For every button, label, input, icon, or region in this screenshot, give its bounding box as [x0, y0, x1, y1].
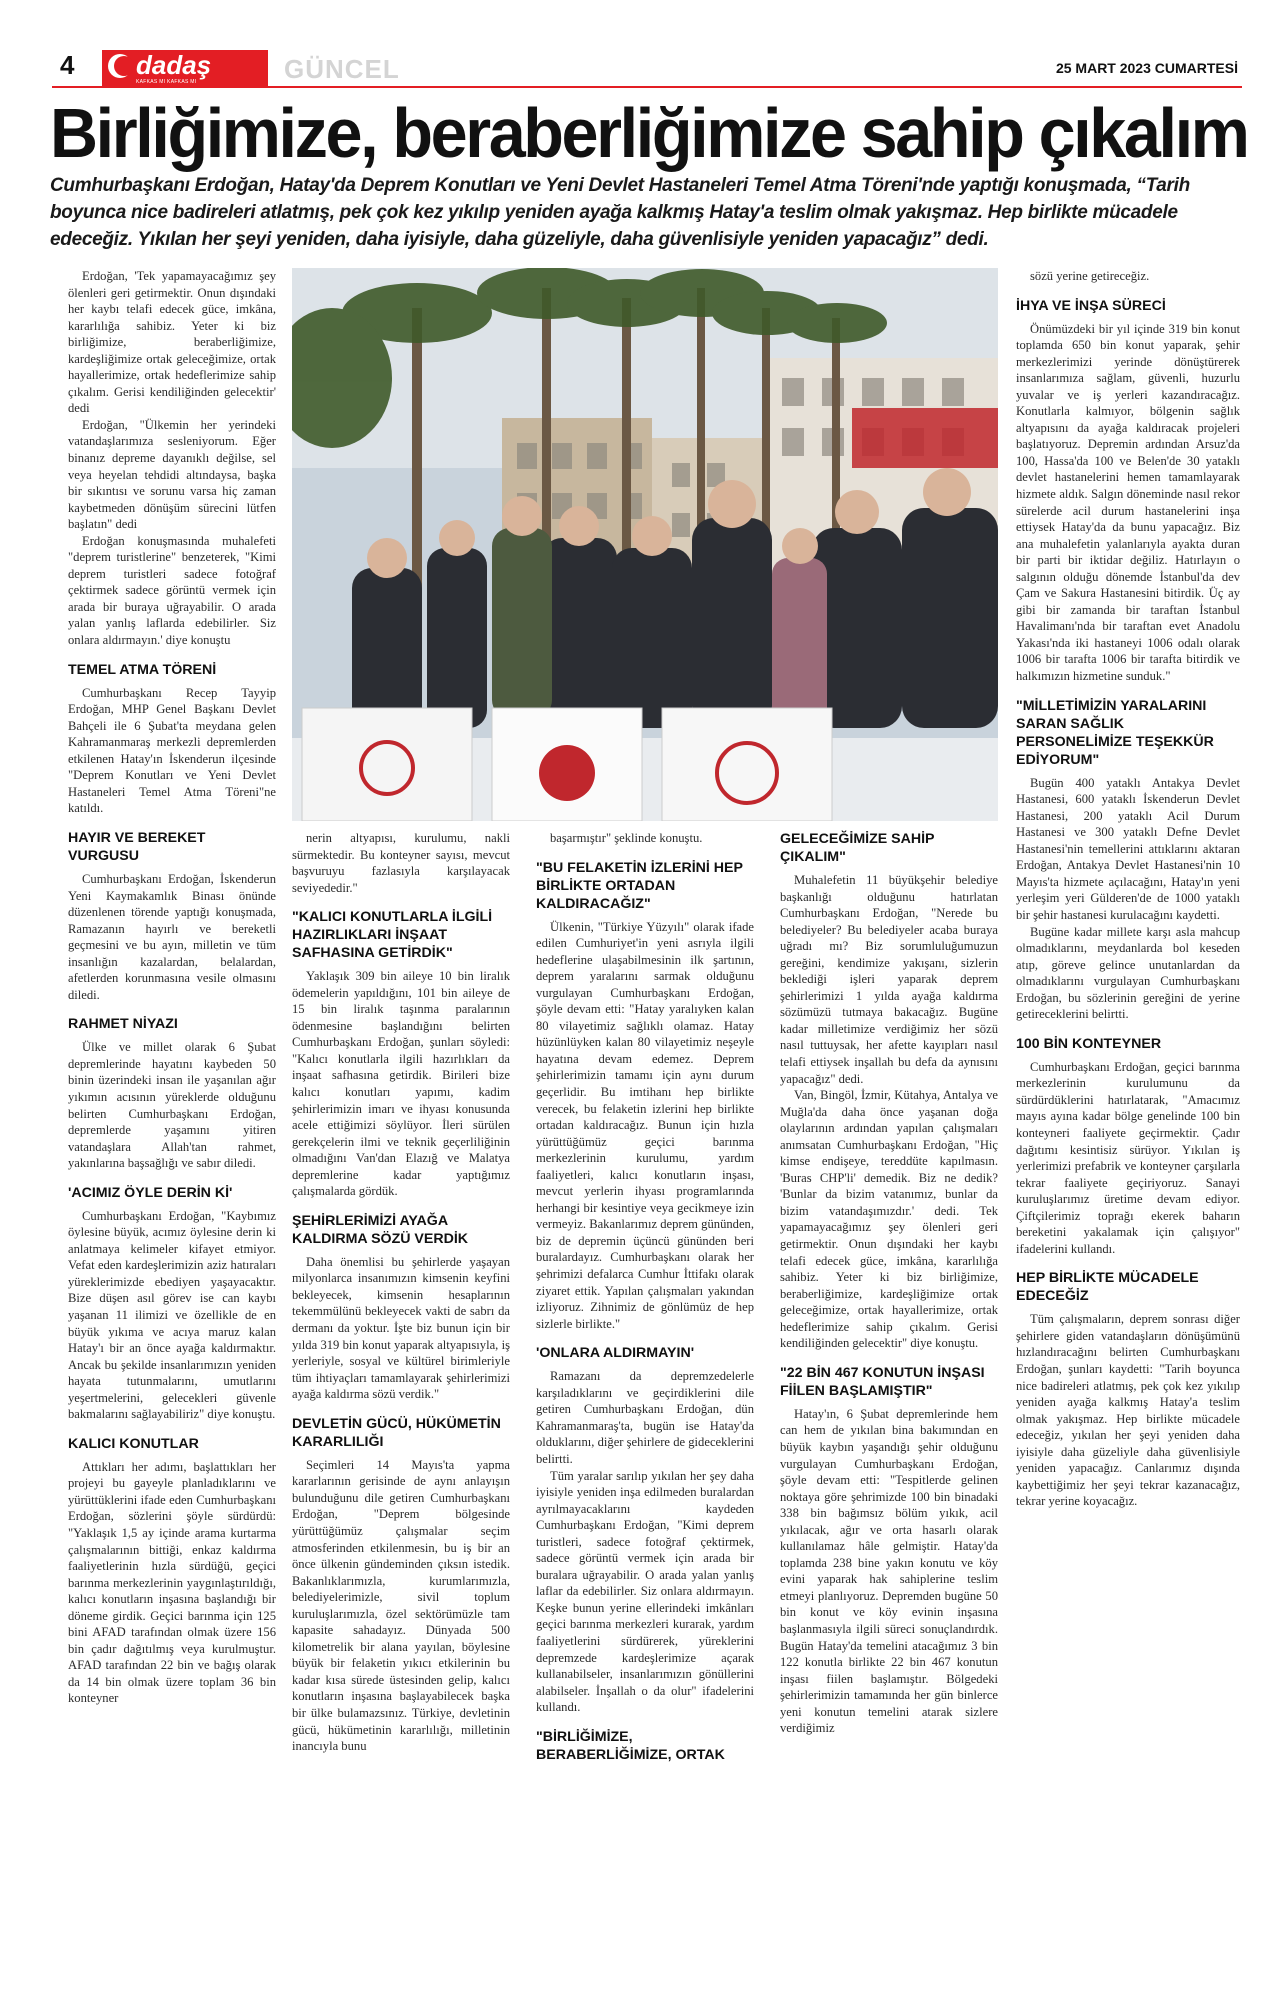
paragraph: Tüm yaralar sarılıp yıkılan her şey daha iyisiyle yeniden inşa edilmeden buralardan ayrılmayacaklarını kaydeden Cumhurbaşkanı Erdoğan, "Kimi deprem turistleri, sadece fotoğraf çektirmek, sadece görüntü vermek için arada bir buralara uğrayabilir. O arada yalan yanlış laflar da edebilirler. Siz onlara aldırmayın. Keşke bunun yerine ellerindeki imkânları geçici barınma merkezleri kurarak, yardım faaliyetlerini sürdürerek, yüreklerini depremzede kardeşlerimize açarak kullanabilseler, insanlarımızın gönüllerini alabilseler. İnşallah o da olur" ifadelerini kullandı.: [536, 1468, 754, 1715]
paragraph: başarmıştır" şeklinde konuştu.: [550, 831, 703, 845]
newspaper-logo[interactable]: [102, 50, 268, 86]
paragraph: Bugün 400 yataklı Antakya Devlet Hastanesi, 600 yataklı İskenderun Devlet Hastanesi, 200 yataklı Acil Durum Hastanesi ve 300 yataklı Defne Devlet Hastanesi'nin temellerini attıklarını aktaran Erdoğan, Antakya Devlet Hastanesi'nin 10 Mayıs'ta hizmete açılacağını, Hatay'ın yeni yerleşim yeri Gülderen'de de 1000 yataklı bir şehir hastanesi kurulacağını kaydetti.: [1016, 775, 1240, 922]
subheading: RAHMET NİYAZI: [68, 1016, 178, 1033]
paragraph: Cumhurbaşkanı Erdoğan, İskenderun Yeni Kaymakamlık Binası önünde düzenlenen törende yaptığı konuşmada, Ramazanın hayırlı ve bereketli geçmesini ve bu ayın, milletin ve tüm insanlığın kazalardan, belalardan, afetlerden korunmasına vesile olmasını diledi.: [68, 871, 276, 1002]
article-headline: Birliğimize, beraberliğimize sahip çıkalım: [50, 94, 1248, 172]
paragraph: Daha önemlisi bu şehirlerde yaşayan milyonlarca insanımızın kimsenin keyfini bekleyecek, kimsenin hesaplarının tekemmülünü bekleyecek vakti de sabrı da dermanı da yoktur. İşte biz bunun için bir yılda 319 bin konut yaparak altyapısıyla, iş yerleriyle, sosyal ve kültürel birimleriyle tüm ihtiyaçları tamamlayarak şehirlerimizi ayağa kaldırma sözü verdik.": [292, 1254, 510, 1402]
paragraph: Ramazanı da depremzedelerle karşıladıklarını ve geçirdiklerini dile getiren Cumhurbaşkanı Erdoğan, dün Kahramanmaraş'ta, bugün ise Hatay'da olduklarını, diğer şehirlere de gideceklerini belirtti.: [536, 1369, 754, 1466]
paragraph: Tüm çalışmaların, deprem sonrası diğer şehirlere giden vatandaşların dönüşümünü hızlandıracağını belirten Cumhurbaşkanı Erdoğan, şunları kaydetti: "Tarih boyunca nice badireleri atlatmış, pek çok kez yıkılıp yeniden ayağa kalkmış Hatay'a teslim olmak yakışmaz. Hep birlikte mücadele edeceğiz, yıkılan her şeyi yeniden daha iyisiyle daha güzeliyle daha güvenlisiyle yeniden yapacağız. Canlarımız dışında kaybettiğimiz her şeyi tekrar kazanacağız, tekrar yerine koyacağız.: [1016, 1312, 1240, 1509]
subheading: İHYA VE İNŞA SÜRECİ: [1016, 297, 1166, 314]
paragraph: Cumhurbaşkanı Recep Tayyip Erdoğan, MHP Genel Başkanı Devlet Bahçeli ile 6 Şubat'ta meydana gelen Kahramanmaraş merkezli depremlerden etkilenen Hatay'ın İskenderun ilçesinde "Deprem Konutları ve Yeni Devlet Hastaneleri Temel Atma Töreni"ne katıldı.: [68, 685, 276, 816]
paragraph: Erdoğan konuşmasında muhalefeti "deprem turistlerine" benzeterek, "Kimi deprem turistleri sadece fotoğraf çektirmek sadece görüntü vermek için arada bir buraya uğrayabilir. O arada yalan yanlış laflarda edebilirler. Siz onlara aldırmayın.' diye konuştu: [68, 533, 276, 648]
subheading: "BİRLİĞİMİZE, BERABERLİĞİMİZE, ORTAK: [536, 1728, 725, 1763]
subheading: 100 BİN KONTEYNER: [1016, 1035, 1162, 1052]
subheading: HAYIR VE BEREKET VURGUSU: [68, 829, 206, 864]
paragraph: Erdoğan, 'Tek yapamayacağımız şey ölenleri geri getirmektir. Onun dışındaki her kaybı telafi edecek güce, imkâna, kararlılığa sahibiz. Yeter ki biz birliğimize, beraberliğimize, kardeşliğimize ortak geleceğimize, ortak hayallerimize, ortak hedeflerimize sahip çıkalım. Gerisi kendiliğinden gelecektir' dedi: [68, 269, 276, 416]
subheading: "KALICI KONUTLARLA İLGİLİ HAZIRLIKLARI İNŞAAT SAFHASINA GETİRDİK": [292, 909, 493, 962]
paragraph: Cumhurbaşkanı Erdoğan, geçici barınma merkezlerinin kurulumunu da sürdürdüklerini hatırlatarak, "Amacımız mayıs ayına kadar bölge genelinde 100 bin konteyneri faaliyete geçirmektir. Çadır dağıtımı kesintisiz sürüyor. Yıkılan iş yerlerimizi prefabrik ve konteyner çarşılarla tekrar faaliyete geçiriyoruz. Sanayi kuruluşlarımız üretime devam ediyor. Çiftçilerimiz toprağı ekerek baharın bereketini yakalamak için çalışıyor" ifadelerini kullandı.: [1016, 1059, 1240, 1256]
subheading: "BU FELAKETİN İZLERİNİ HEP BİRLİKTE ORTADAN KALDIRACAĞIZ": [536, 859, 743, 912]
subheading: "MİLLETİMİZİN YARALARINI SARAN SAĞLIK PERSONELİMİZE TEŞEKKÜR EDİYORUM": [1016, 697, 1214, 768]
subheading: KALICI KONUTLAR: [68, 1435, 199, 1452]
paragraph: Önümüzdeki bir yıl içinde 319 bin konut toplamda 650 bin konut yaparak, şehir merkezlerimizi yerinde dönüştürerek insanlarımıza sağlam, güvenli, huzurlu yuvalar ve iş yerleri kazandıracağız. Konutlarla kalmıyor, bölgenin sağlık altyapısını da ayağa kaldıracak projeleri başlatıyoruz. Depremin ardından Arsuz'da 100, Hassa'da 100 ve Belen'de 30 yataklı devlet hastanelerini hemen tamamlayarak hizmete aldık. Salgın döneminde nasıl rekor sürelerde acil durum hastanelerini inşa ettiysek Hatay'da da bunu yapacağız. Biz ana muhalefetin yalanlarıyla ayakta duran bir parti bir iktidar değiliz. Hatırlayın o salgının olduğu dönemde İstanbul'da dev Çam ve Sakura Hastanesini bitirdik. Üç ay gibi bir zamanda bir taraftan İstanbul Havalimanı'nda bir taraftan evet Anadolu Yakası'nda iki hastaneyi 1006 odalı olarak 1006 bir tarafta 1006 bir tarafta bitirdik ve halkımızın hizmetine sunduk.": [1016, 321, 1240, 684]
subheading: 'ACIMIZ ÖYLE DERİN Kİ': [68, 1184, 233, 1201]
paragraph: sözü yerine getireceğiz.: [1030, 269, 1150, 283]
photo-illustration: [292, 268, 998, 821]
article-column-1: [68, 268, 276, 1980]
paragraph: Van, Bingöl, İzmir, Kütahya, Antalya ve Muğla'da daha önce yaşanan doğa olaylarının ardından yapılan çalışmaları anımsatan Cumhurbaşkanı Erdoğan, "Hiç kimse endişeye, tereddüte kapılmasın. 'Buras CHP'li' demedik. Biz ne dedik? 'Bunlar da bizim vatanımız, bunlar da bizim vatandaşımızdır.' dedi. Tek yapamayacağımız şey ölenleri geri getirmektir. Onun dışındaki her kaybı telafi edecek güce, imkâna, kararlılığa sahibiz. Yeter ki biz birliğimize, beraberliğimize, kardeşliğimize ortak geleceğimize, ortak hayallerimize, ortak hedeflerimize sahip çıkalım. Gerisi kendiliğinden gelecektir" diye konuştu.: [780, 1088, 998, 1351]
section-name: GÜNCEL: [284, 54, 400, 84]
masthead: [52, 50, 1242, 88]
subheading: "22 BİN 467 KONUTUN İNŞASI FİİLEN BAŞLAMIŞTIR": [780, 1364, 985, 1399]
ceremony-photo: [292, 268, 998, 821]
paragraph: Ülke ve millet olarak 6 Şubat depremlerinde hayatını kaybeden 50 binin üzerindeki insan ile yaşanılan ağır yıkımın acısının yüreklerde olduğunu belirten Cumhurbaşkanı Erdoğan, depremlerde yaşamını yitiren vatandaşlara Allah'tan rahmet, yakınlarına başsağlığı ve sabır diledi.: [68, 1040, 276, 1171]
brand-name: dadaş: [136, 50, 212, 80]
subheading: ŞEHİRLERİMİZİ AYAĞA KALDIRMA SÖZÜ VERDİK: [292, 1212, 469, 1247]
article-deck: Cumhurbaşkanı Erdoğan, Hatay'da Deprem Konutları ve Yeni Devlet Hastaneleri Temel Atma Töreni'nde yaptığı konuşmada, “Tarih boyunca nice badireleri atlatmış, pek çok kez yıkılıp yeniden ayağa kalkmış Hatay'a teslim olmak yakışmaz. Hep birlikte mücadele edeceğiz. Yıkılan her şeyi yeniden, daha iyisiyle, daha güzeliyle, daha güvenlisiyle yeniden yapacağız” dedi.: [50, 175, 1190, 250]
paragraph: Erdoğan, "Ülkemin her yerindeki vatandaşlarımıza sesleniyorum. Eğer binanız depreme dayanıklı değilse, sel veya heyelan tehdidi altındaysa, başka bir sıkıntısı ve sorunu varsa hiç zaman kaybetmeden dönüşüm sürecini lütfen başlatın" dedi: [68, 417, 276, 532]
subheading: TEMEL ATMA TÖRENİ: [68, 661, 217, 678]
article-column-5: [1016, 268, 1240, 1980]
subheading: DEVLETİN GÜCÜ, HÜKÜMETİN KARARLILIĞI: [292, 1415, 501, 1450]
paragraph: Ülkenin, "Türkiye Yüzyılı" olarak ifade edilen Cumhuriyet'in yeni asrıyla ilgili hedeflerine ulaşabilmesinin ilk şartının, deprem yaralarını sarmak olduğunu vurgulayan Cumhurbaşkanı Erdoğan, şöyle devam etti: "Hatay yaralıyken kalan 80 vilayetimiz sağlıklı olamaz. Hatay hüzünlüyken kalan 80 vilayetimiz neşeyle hayatına devam edemez. Deprem şehirlerimizin tamamı için aynı durum geçerlidir. Bu imtihanı hep birlikte verecek, bu felaketin izlerini hep birlikte ortadan kaldıracağız. Bunun için hızla yürüttüğümüz geçici barınma merkezlerinin kurulumu, yardım faaliyetleri, kalıcı konutların inşası, mevcut yerlerin ihyası programlarında herhangi bir kesintiye veya gecikmeye izin vermeyiz. Bakanlarımız deprem gününden, biz de depremin üçüncü gününden beri buralardayız. Cumhurbaşkanı olarak her şehrimizi defalarca Cumhur İttifakı olarak ziyaret ettik. Yapılan çalışmaları yakından izliyoruz. Zihnimiz de gönlümüz de hep sizlerle birlikte.": [536, 919, 754, 1331]
page-number: 4: [60, 50, 75, 80]
paragraph: Muhalefetin 11 büyükşehir belediye başkanlığı olduğunu hatırlatan Cumhurbaşkanı Erdoğan, "Nerede bu belediyeler? Bu belediyeler acaba buraya uğradı mı? Biz sorumluluğumuzun gereğini, kendimize yakışanı, sizlerin beklediği işleri yaparak deprem şehirlerimizi 1 yılda ayağa kaldırma sözümüzü tutmaya bakacağız. Bugüne kadar milletimize verdiğimiz her sözü nasıl tuttuysak, her afette kayıpları nasıl telafi ettiysek inşallah bu defa da aynısını yapacağız" dedi.: [780, 873, 998, 1086]
article-column-2: [292, 830, 510, 1980]
issue-date: 25 MART 2023 CUMARTESİ: [1055, 60, 1238, 76]
paragraph: Seçimleri 14 Mayıs'ta yapma kararlarının gerisinde de aynı anlayışın bulunduğunu dile getiren Cumhurbaşkanı Erdoğan, "Deprem bölgesinde yürüttüğümüz çalışmalar seçim atmosferinden etkilenmesin, bu iş bir an önce ülkenin gündeminden çıksın istedik. Bakanlıklarımızla, kurumlarımızla, belediyelerimizle, sivil toplum kuruluşlarımızla, özel sektörümüzle tam kapasite sahadayız. Dünyada 500 kilometrelik bir alana yayılan, böylesine büyük bir felaketin yıkıcı etkilerinin bu kadar kısa sürede üstesinden gelip, kalıcı konutların inşasına başlayabilecek başka bir ülke bulamazsınız. Türkiye, devletinin gücü, hükümetinin kararlılığı, milletinin inancıyla bunu: [292, 1457, 510, 1754]
subheading: 'ONLARA ALDIRMAYIN': [536, 1345, 695, 1362]
article-column-3: [536, 830, 754, 1980]
crescent-icon: [108, 54, 132, 78]
brand-tagline: KAFKAS MI KAFKAS MI: [136, 79, 197, 85]
subheading: HEP BİRLİKTE MÜCADELE EDECEĞİZ: [1016, 1270, 1199, 1305]
paragraph: nerin altyapısı, kurulumu, nakli sürmektedir. Bu konteyner sayısı, mevcut başvuruyu fazlasıyla karşılayacak seviyededir.": [292, 831, 510, 895]
paragraph: Hatay'ın, 6 Şubat depremlerinde hem can hem de yıkılan bina bakımından en büyük kaybın yaşandığı şehir olduğunu vurgulayan Cumhurbaşkanı Erdoğan, şöyle devam etti: "Tespitlerde gelinen noktaya göre şehrimizde 100 bin binadaki 338 bin bağımsız bölüm yıkık, acil yıkılacak, ağır ve orta hasarlı olarak kullanılamaz hâle gelmiştir. Hatay'da toplamda 238 bine yakın konutu ve köy evini yaparak hak sahiplerine teslim etmeyi planlıyoruz. Depremden bugüne 50 bin konut ve köy evinin inşasına başlanmasıyla ilgili süreci sonuçlandırdık. Bugün Hatay'da temelini atacağımız 3 bin 122 konutla birlikte 22 bin 467 konutun inşası fiilen başlamıştır. Bölgedeki şehirlerimizin tamamında her gün binlerce yeni konutun temelini atarak sizlere verdiğimiz: [780, 1406, 998, 1736]
paragraph: Yaklaşık 309 bin aileye 10 bin liralık ödemelerin yapıldığını, 101 bin aileye de 15 bin liralık taşınma paralarının ödenmesine başlandığını belirten Cumhurbaşkanı Erdoğan, şunları söyledi: "Kalıcı konutlarla ilgili hazırlıkları da inşaat safhasına getirdik. Birileri bize kalıcı konutları yapımı, kadim şehirlerimizin imarı ve ihyası konusunda acele ettiğimizi söylüyor. İleri sürülen gerekçelerin ilmi ve teknik geçerliliğinin olmadığını Van'dan Elazığ ve Malatya depremlerine kadar yaptığımız çalışmalarda gördük.: [292, 969, 510, 1199]
paragraph: Cumhurbaşkanı Erdoğan, "Kaybımız öylesine büyük, acımız öylesine derin ki anlatmaya kelimeler kifayet etmiyor. Vefat eden kardeşlerimizin aziz hatıraları yüreklerimizde ebediyen yaşayacaktır. Bize düşen asıl görev ise can kaybı yaşanan 11 ilimizi ve özellikle de en büyük yıkıma ve acıya maruz kalan Hatay'ı bir an önce ayağa kaldırmaktır. Ancak bu şekilde insanlarımızın yeniden hayata tutunmalarını, umutlarını yeşertmelerini, gelecekleri güvenle bakmalarını sağlayabiliriz" diye konuştu.: [68, 1208, 276, 1422]
paragraph: Attıkları her adımı, başlattıkları her projeyi bu gayeyle planladıklarını ve yürüttüklerini ifade eden Cumhurbaşkanı Erdoğan, sözlerini şöyle sürdürdü: "Yaklaşık 1,5 ay içinde arama kurtarma çalışmalarının bittiği, enkaz kaldırma faaliyetlerinin hızla sürdüğü, geçici barınma merkezlerinin yaygınlaştırıldığı, kalıcı konutların inşasına başlandığı bir döneme girdik. Geçici barınma için 125 bini AFAD tarafından olmak üzere 156 bin çadır dağıtılmış veya kurulmuştur. AFAD tarafından 22 bin ve bağış olarak da 14 bin olmak üzere toplam 36 bin konteyner: [68, 1459, 276, 1706]
paragraph: Bugüne kadar millete karşı asla mahcup olmadıklarını, meydanlarda bol keseden atıp, göreve gelince unutanlardan da olmadıklarını vurgulayan Cumhurbaşkanı Erdoğan, bu sözlerinin gereğini de yerine getireceklerini belirtti.: [1016, 924, 1240, 1022]
article-column-4: [780, 830, 998, 1980]
subheading: GELECEĞİMİZE SAHİP ÇIKALIM": [780, 831, 935, 865]
